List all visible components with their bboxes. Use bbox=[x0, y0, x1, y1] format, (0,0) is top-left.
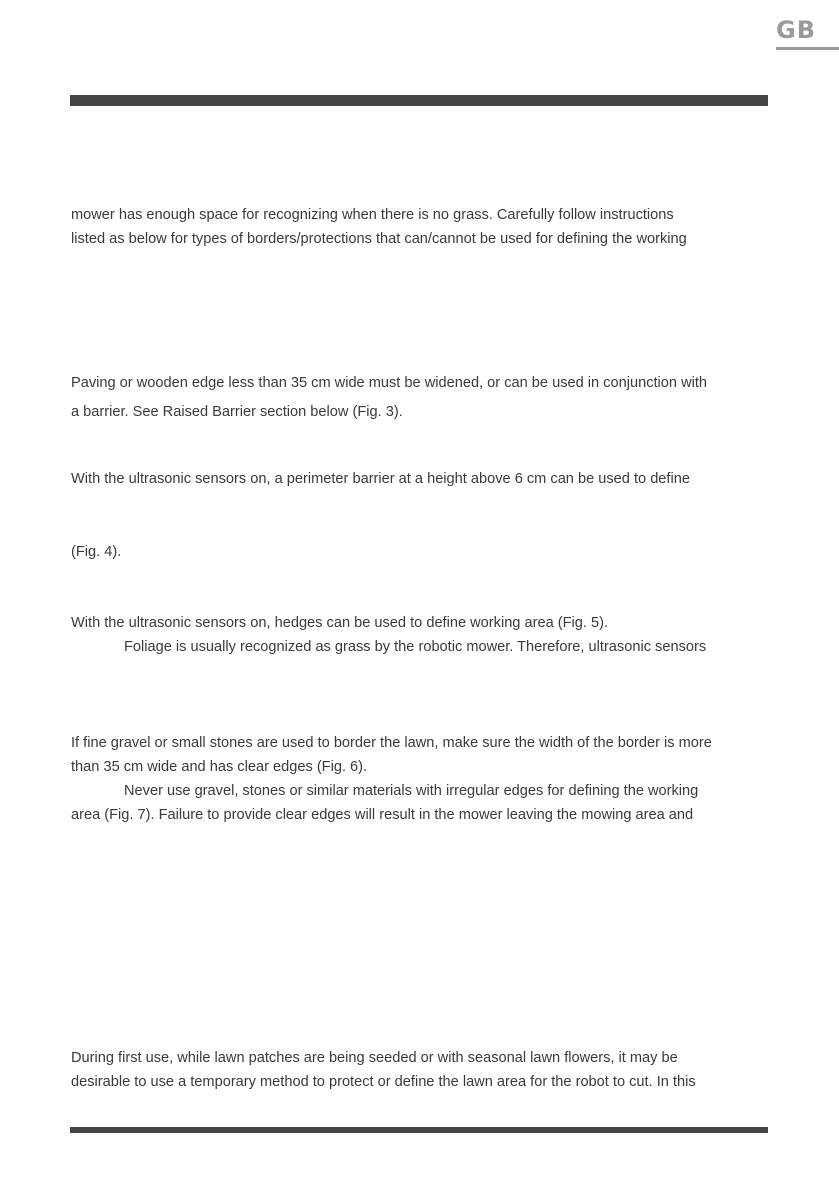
text-line: a barrier. See Raised Barrier section below (Fig. 3). bbox=[71, 404, 403, 420]
text-line: area (Fig. 7). Failure to provide clear edges will result in the mower leaving the mowing area and bbox=[71, 807, 694, 823]
text-line: (Fig. 4). bbox=[71, 544, 122, 560]
text-line: Foliage is usually recognized as grass by the robotic mower. Therefore, ultrasonic sensors bbox=[124, 639, 707, 655]
text-line: If fine gravel or small stones are used to border the lawn, make sure the width of the border is more bbox=[71, 735, 712, 751]
header-rule bbox=[70, 95, 768, 106]
text-line: than 35 cm wide and has clear edges (Fig. 6). bbox=[71, 759, 368, 775]
footer-rule bbox=[70, 1127, 768, 1133]
language-code-label: GB bbox=[776, 16, 816, 44]
text-line: listed as below for types of borders/protections that can/cannot be used for defining the working bbox=[71, 231, 687, 247]
text-line: During first use, while lawn patches are being seeded or with seasonal lawn flowers, it may be bbox=[71, 1050, 678, 1066]
text-line: With the ultrasonic sensors on, a perimeter barrier at a height above 6 cm can be used to define bbox=[71, 471, 690, 487]
text-line: With the ultrasonic sensors on, hedges can be used to define working area (Fig. 5). bbox=[71, 615, 609, 631]
text-line: desirable to use a temporary method to protect or define the lawn area for the robot to cut. In this bbox=[71, 1074, 696, 1090]
text-line: Paving or wooden edge less than 35 cm wide must be widened, or can be used in conjunction with bbox=[71, 375, 708, 391]
text-line: mower has enough space for recognizing when there is no grass. Carefully follow instructions bbox=[71, 207, 674, 223]
language-code-underline bbox=[776, 47, 839, 50]
text-line: Never use gravel, stones or similar materials with irregular edges for defining the working bbox=[124, 783, 699, 799]
